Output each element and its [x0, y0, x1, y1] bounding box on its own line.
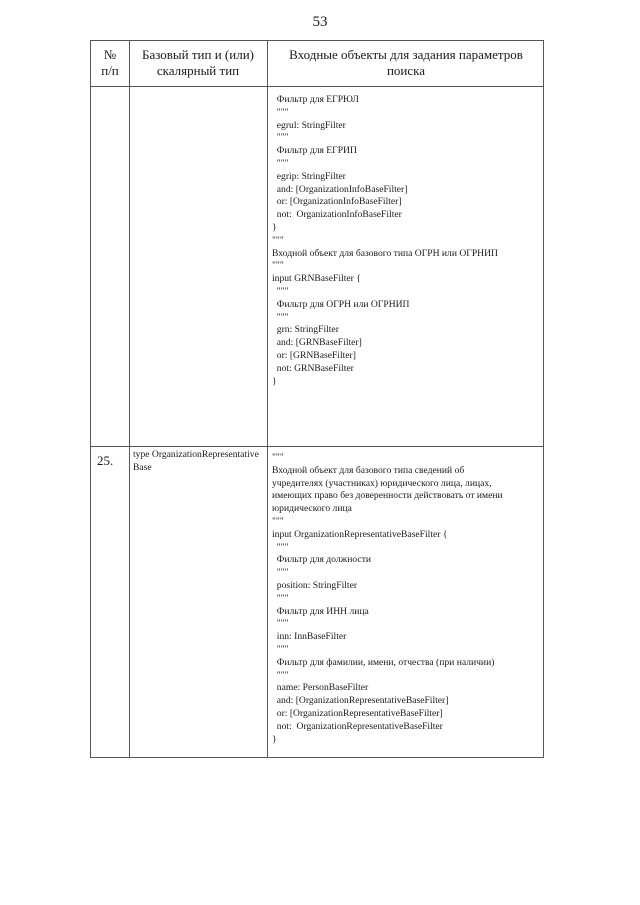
code-line: } — [272, 221, 277, 233]
code-line: юридического лица — [272, 503, 352, 515]
code-line: """ — [272, 643, 289, 655]
code-line: """ — [272, 106, 289, 118]
code-line: or: [OrganizationRepresentativeBaseFilter] — [272, 707, 443, 719]
code-line: """ — [272, 515, 284, 527]
code-line: Фильтр для должности — [272, 554, 372, 566]
row-number: 25. — [97, 453, 114, 468]
code-line: """ — [272, 669, 289, 681]
header-base-type: Базовый тип и (или) скалярный тип — [142, 47, 254, 78]
code-line: """ — [272, 157, 289, 169]
code-line: input OrganizationRepresentativeBaseFilter { — [272, 528, 448, 540]
code-line: grn: StringFilter — [272, 324, 339, 336]
column-divider-2 — [267, 41, 268, 757]
code-line: or: [OrganizationInfoBaseFilter] — [272, 196, 402, 208]
row-continuation-code — [272, 94, 498, 388]
page-number: 53 — [312, 14, 328, 30]
code-line: Входной объект для базового типа ОГРН или ОГРНИП — [272, 247, 498, 259]
code-line: Входной объект для базового типа сведений об — [272, 464, 465, 476]
code-line: """ — [272, 618, 289, 630]
code-line: input GRNBaseFilter { — [272, 273, 361, 285]
code-line: """ — [272, 311, 289, 323]
code-line: egrip: StringFilter — [272, 170, 346, 182]
code-line: not: GRNBaseFilter — [272, 362, 354, 374]
code-line: учредителях (участниках) юридического лица, лицах, — [272, 477, 492, 489]
code-line: and: [OrganizationRepresentativeBaseFilter] — [272, 695, 449, 707]
code-line: Фильтр для ОГРН или ОГРНИП — [272, 298, 410, 310]
code-line: Фильтр для фамилии, имени, отчества (при наличии) — [272, 656, 495, 668]
code-line: Фильтр для ИНН лица — [272, 605, 369, 617]
code-line: """ — [272, 132, 289, 144]
code-line: inn: InnBaseFilter — [272, 631, 347, 643]
row-input-code — [272, 452, 503, 746]
code-line: """ — [272, 234, 284, 246]
code-line: Фильтр для ЕГРИП — [272, 145, 357, 157]
code-line: and: [GRNBaseFilter] — [272, 337, 362, 349]
code-line: } — [272, 375, 277, 387]
header-number: № п/п — [101, 47, 119, 78]
code-line: имеющих право без доверенности действовать от имени — [272, 490, 503, 502]
code-line: """ — [272, 592, 289, 604]
code-line: not: OrganizationInfoBaseFilter — [272, 209, 402, 221]
code-line: """ — [272, 260, 284, 272]
code-line: """ — [272, 452, 284, 463]
code-line: Фильтр для ЕГРЮЛ — [272, 94, 359, 105]
parameters-table — [90, 40, 544, 758]
code-line: """ — [272, 285, 289, 297]
column-divider-1 — [129, 41, 130, 757]
code-line: not: OrganizationRepresentativeBaseFilter — [272, 720, 443, 732]
header-divider — [91, 86, 543, 87]
header-input-objects: Входные объекты для задания параметров поиска — [289, 47, 523, 78]
code-line: } — [272, 733, 277, 745]
code-line: """ — [272, 567, 289, 579]
code-line: or: [GRNBaseFilter] — [272, 349, 356, 361]
row-divider — [91, 446, 543, 447]
row-base-type: type OrganizationRepresentativeBase — [133, 449, 259, 473]
code-line: position: StringFilter — [272, 579, 358, 591]
code-line: name: PersonBaseFilter — [272, 682, 369, 694]
code-line: and: [OrganizationInfoBaseFilter] — [272, 183, 408, 195]
code-line: egrul: StringFilter — [272, 119, 346, 131]
code-line: """ — [272, 541, 289, 553]
